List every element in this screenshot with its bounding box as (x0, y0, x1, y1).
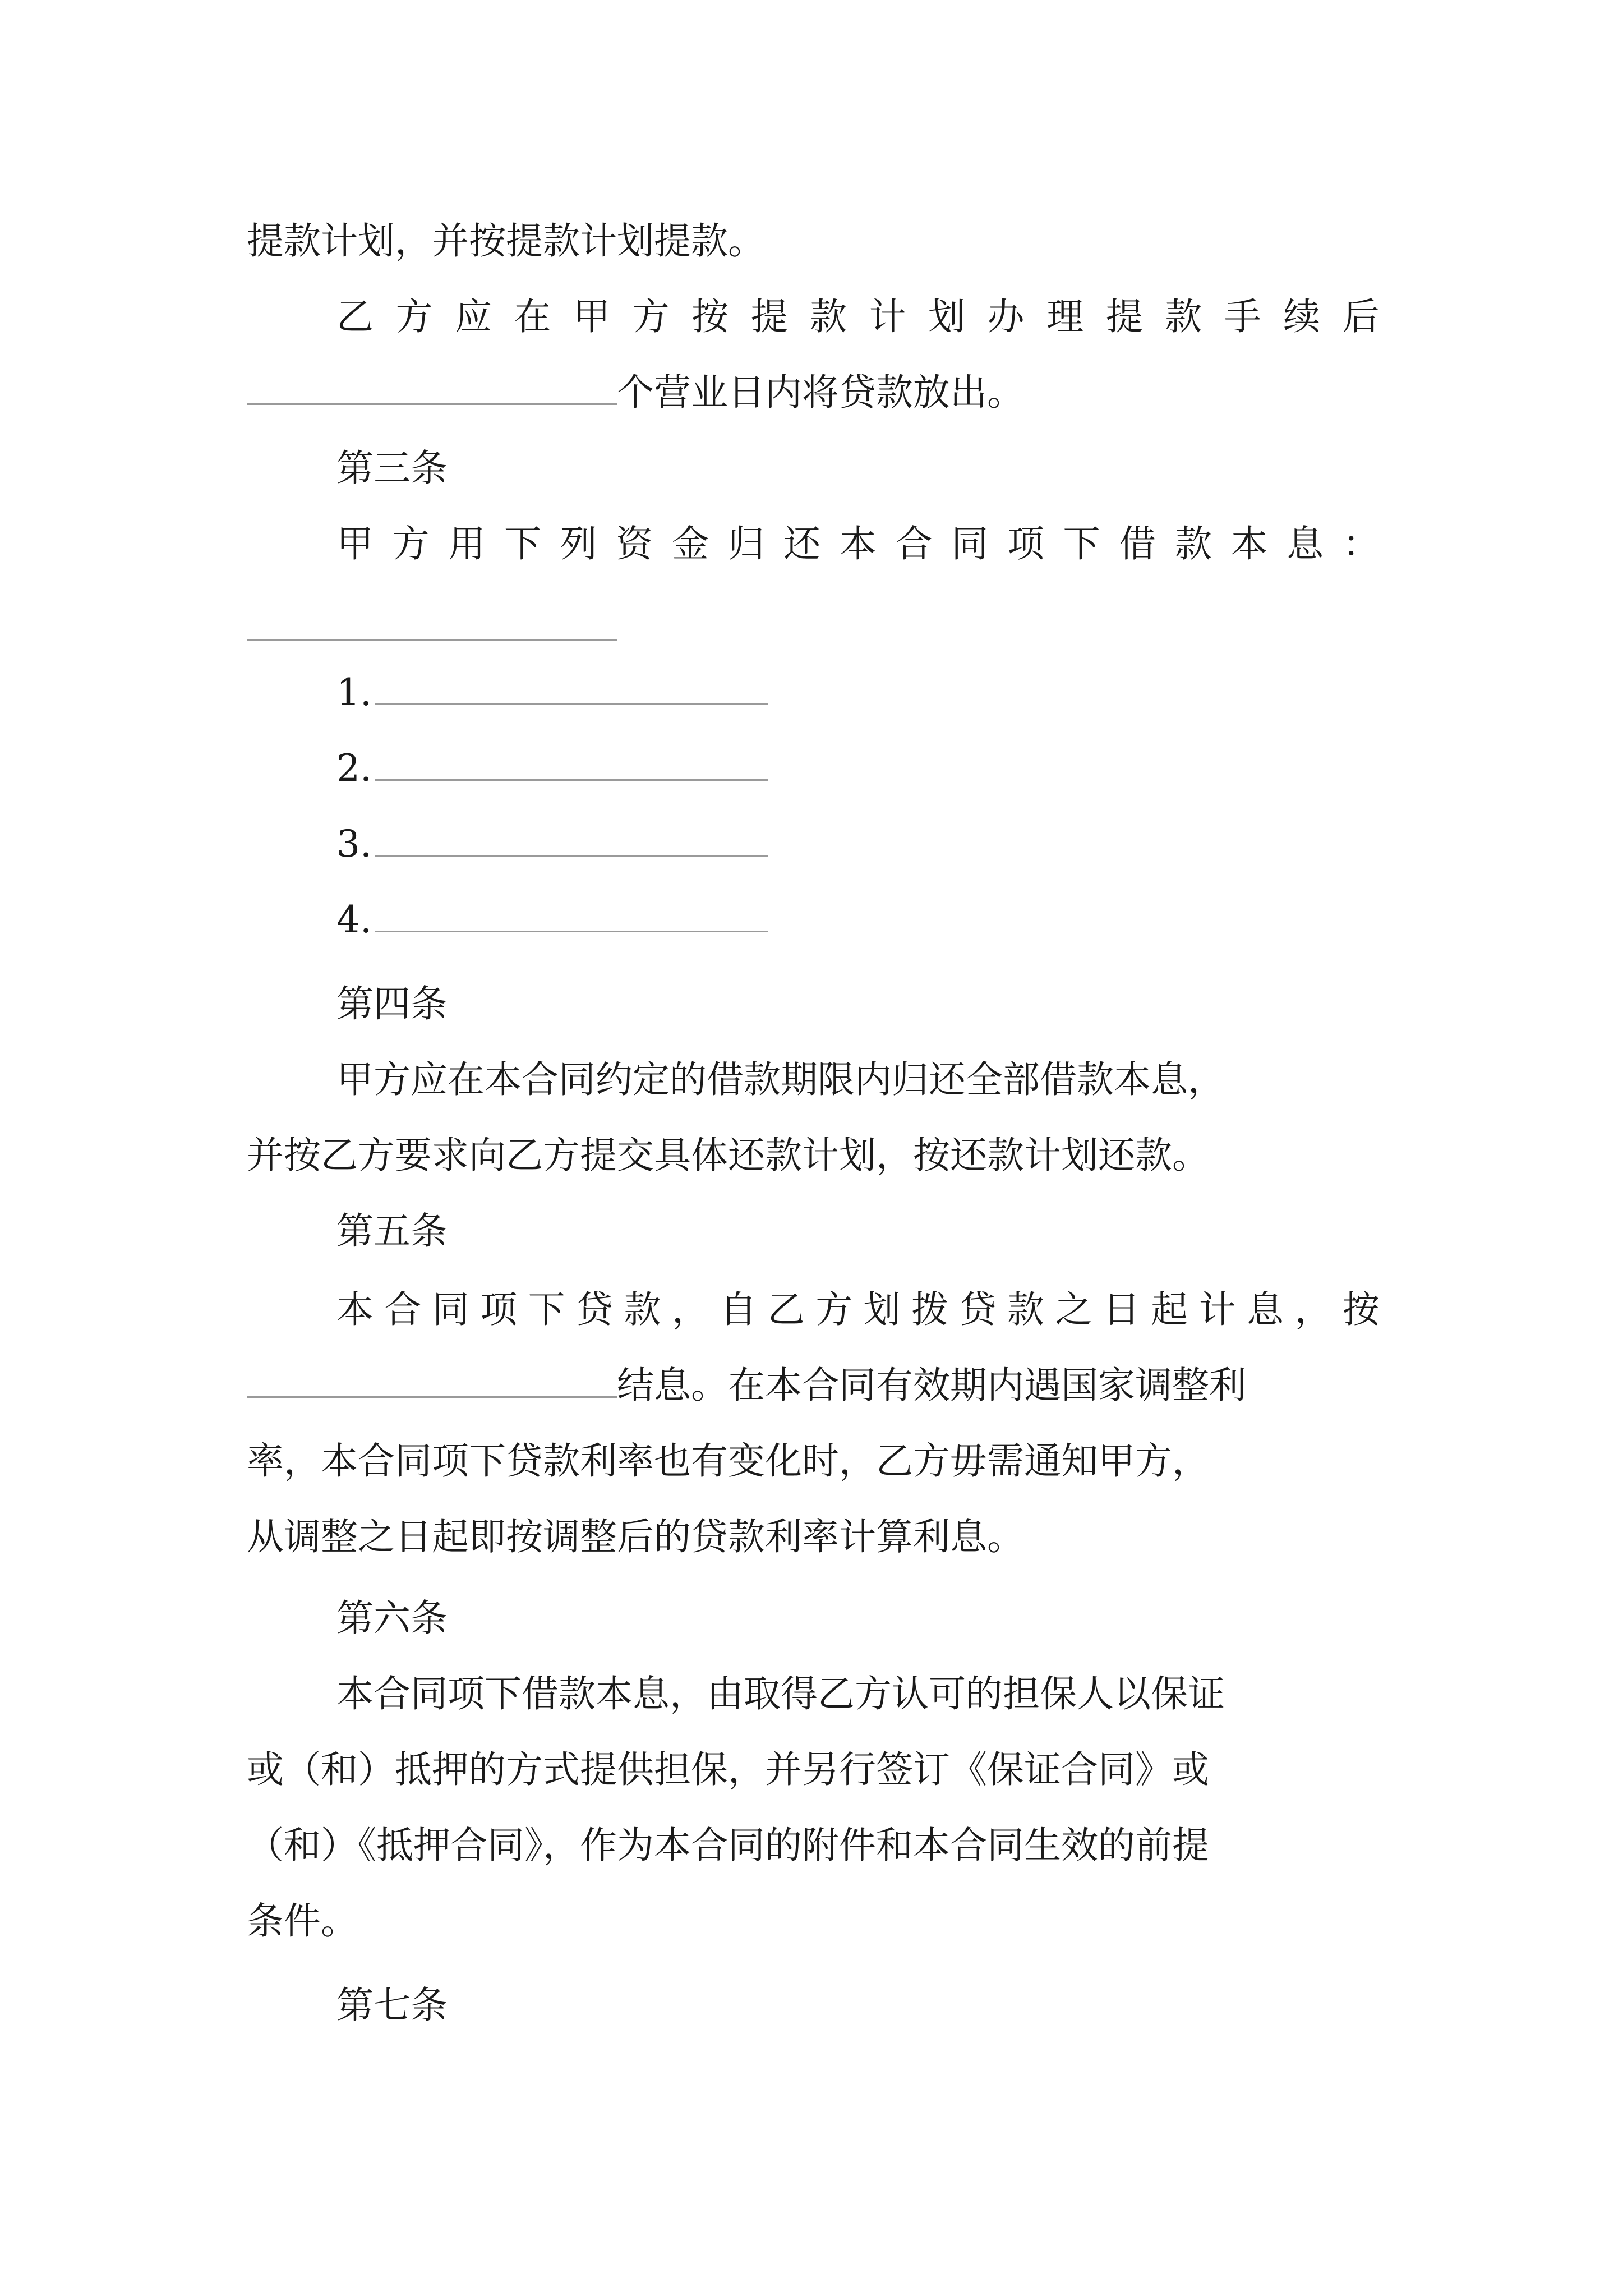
glyph: 划 (863, 1288, 901, 1331)
glyph: 款 (810, 295, 847, 338)
glyph: 列 (560, 522, 597, 565)
glyph: 贷 (576, 1288, 614, 1331)
glyph: 同 (951, 522, 989, 565)
glyph: 手 (1224, 295, 1261, 338)
glyph: 息 (1247, 1288, 1284, 1331)
glyph: 甲 (336, 522, 374, 565)
justified-text (336, 292, 1380, 342)
glyph: 借 (1119, 522, 1156, 565)
list-number: 1. (336, 671, 372, 714)
glyph: 贷 (959, 1288, 997, 1331)
glyph: ， (671, 1288, 709, 1331)
glyph: 本 (839, 522, 877, 565)
paragraph-line: 本合同项下借款本息，由取得乙方认可的担保人以保证 (336, 1672, 1225, 1715)
paragraph-line: 率，本合同项下贷款利率也有变化时，乙方毋需通知甲方， (247, 1439, 1209, 1483)
justified-text (336, 1285, 1380, 1335)
glyph: 项 (1007, 522, 1044, 565)
list-number: 3. (336, 822, 372, 866)
glyph: 用 (448, 522, 486, 565)
glyph: 下 (504, 522, 541, 565)
justified-text (336, 519, 1380, 569)
paragraph-line-justified (336, 519, 1469, 569)
glyph: 归 (727, 522, 765, 565)
paragraph-line: （和）《抵押合同》，作为本合同的附件和本合同生效的前提 (247, 1824, 1209, 1867)
glyph: 还 (783, 522, 821, 565)
glyph: ， (1294, 1288, 1332, 1331)
list-item (336, 743, 1469, 794)
glyph: 方 (815, 1288, 853, 1331)
paragraph-line-justified (336, 292, 1469, 342)
article-heading-7: 第七条 (336, 1984, 448, 2027)
list-number: 4. (336, 898, 372, 941)
glyph: 本 (1230, 522, 1268, 565)
paragraph-line: 并按乙方要求向乙方提交具体还款计划，按还款计划还款。 (247, 1134, 1209, 1177)
glyph: 项 (480, 1288, 518, 1331)
glyph: 续 (1283, 295, 1321, 338)
list-item (336, 668, 1469, 718)
glyph: 起 (1151, 1288, 1188, 1331)
glyph: 提 (750, 295, 788, 338)
article-heading-5: 第五条 (336, 1209, 448, 1253)
glyph: 下 (528, 1288, 565, 1331)
article-heading-6: 第六条 (336, 1596, 448, 1640)
fill-blank[interactable] (375, 897, 768, 932)
glyph: 日 (1103, 1288, 1140, 1331)
glyph: 款 (1007, 1288, 1044, 1331)
paragraph-line: 条件。 (247, 1899, 358, 1943)
paragraph-line: 提款计划，并按提款计划提款。 (247, 219, 765, 263)
glyph: 之 (1055, 1288, 1092, 1331)
glyph: 计 (1198, 1288, 1236, 1331)
glyph: 在 (514, 295, 551, 338)
glyph: 方 (395, 295, 433, 338)
glyph: 方 (632, 295, 670, 338)
glyph: 方 (392, 522, 430, 565)
paragraph-line: 或（和）抵押的方式提供担保，并另行签订《保证合同》或 (247, 1748, 1209, 1791)
article-heading-4: 第四条 (336, 982, 448, 1025)
glyph: 息 (1287, 522, 1324, 565)
article-heading-3: 第三条 (336, 447, 448, 490)
glyph: ： (1342, 522, 1380, 565)
glyph: 款 (624, 1288, 661, 1331)
fill-blank[interactable] (375, 821, 768, 857)
glyph: 理 (1046, 295, 1084, 338)
fill-blank[interactable] (375, 746, 768, 781)
fill-blank[interactable] (375, 670, 768, 705)
glyph: 乙 (336, 295, 374, 338)
list-number: 2. (336, 747, 372, 790)
glyph: 应 (455, 295, 492, 338)
glyph: 款 (1165, 295, 1202, 338)
paragraph-line: 甲方应在本合同约定的借款期限内归还全部借款本息， (336, 1058, 1225, 1101)
glyph: 后 (1342, 295, 1380, 338)
glyph: 乙 (767, 1288, 805, 1331)
glyph: 拨 (911, 1288, 949, 1331)
glyph: 款 (1174, 522, 1212, 565)
glyph: 计 (869, 295, 906, 338)
glyph: 本 (336, 1288, 374, 1331)
paragraph-line (247, 1360, 1380, 1411)
glyph: 甲 (573, 295, 611, 338)
glyph: 资 (616, 522, 653, 565)
list-item (336, 819, 1469, 869)
paragraph-line-justified (336, 1285, 1469, 1335)
glyph: 合 (384, 1288, 422, 1331)
text-after-blank: 结息。在本合同有效期内遇国家调整利 (617, 1364, 1246, 1407)
list-item (336, 895, 1469, 945)
glyph: 下 (1063, 522, 1100, 565)
glyph: 提 (1105, 295, 1143, 338)
text-after-blank: 个营业日内将贷款放出。 (617, 371, 1024, 414)
glyph: 金 (671, 522, 709, 565)
paragraph-line (247, 367, 1380, 418)
glyph: 按 (1342, 1288, 1380, 1331)
glyph: 办 (987, 295, 1025, 338)
glyph: 自 (720, 1288, 757, 1331)
glyph: 同 (432, 1288, 469, 1331)
glyph: 按 (691, 295, 729, 338)
glyph: 合 (895, 522, 933, 565)
paragraph-line: 从调整之日起即按调整后的贷款利率计算利息。 (247, 1515, 1024, 1558)
fill-blank[interactable] (247, 1363, 617, 1398)
fill-blank[interactable] (247, 370, 617, 405)
glyph: 划 (928, 295, 966, 338)
fill-blank[interactable] (247, 639, 617, 641)
